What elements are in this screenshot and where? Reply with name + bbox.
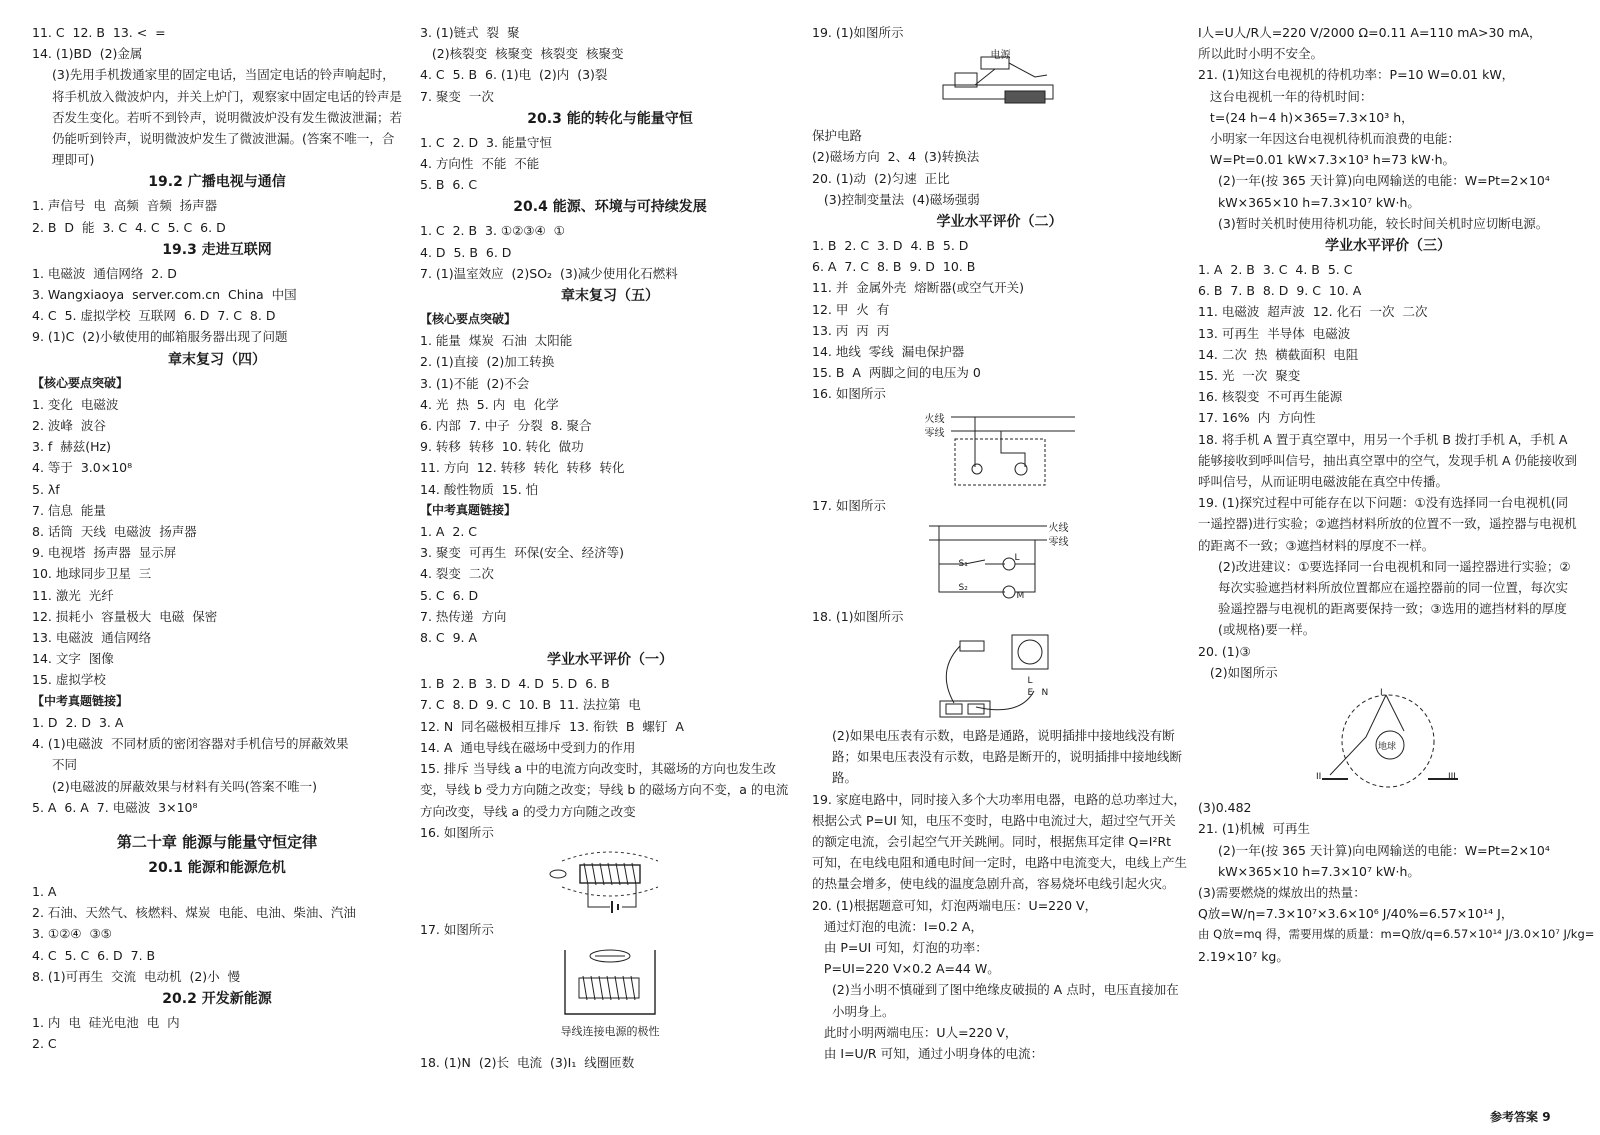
answer-line: 5. B 6. C (420, 177, 478, 193)
answer-line: 3. 聚变 可再生 环保(安全、经济等) (420, 545, 625, 561)
figure-label: 电源 (990, 50, 1011, 62)
answer-line: 2.19×10⁷ kg。 (1198, 948, 1289, 964)
answer-line: 4. C 5. C 6. D 7. B (32, 947, 156, 963)
answer-line: 13. 电磁波 通信网络 (32, 630, 152, 646)
chapter-title: 第二十章 能源与能量守恒定律 (116, 832, 318, 851)
section-heading: 学业水平评价（一） (547, 652, 673, 669)
answer-line: 11. 方向 12. 转移 转化 转移 转化 (420, 460, 625, 476)
section-heading: 学业水平评价（二） (936, 214, 1063, 231)
answer-paragraph: 18. 将手机 A 置于真空罩中，用另一个手机 B 拨打手机 A，手机 A 能够接收到呼叫信号，抽出真空罩中的空气，发现手机 A 仍能接收到呼叫信号，从而证明电磁波能在真空中传播。 (1198, 431, 1577, 490)
answer-line: 13. 可再生 半导体 电磁波 (1198, 325, 1351, 341)
answer-line: 2. 石油、天然气、核燃料、煤炭 电能、电油、柴油、汽油 (32, 905, 356, 921)
answer-line: 11. 激光 光纤 (32, 587, 114, 603)
section-heading: 学业水平评价（三） (1325, 238, 1451, 255)
section-heading: 20.2 开发新能源 (162, 990, 272, 1007)
terminal-n-label: N (1041, 688, 1049, 699)
subsection-label: 【核心要点突破】 (32, 375, 129, 390)
power-strip-figure (930, 631, 1070, 719)
switch-s1-label: S₁ (958, 558, 968, 569)
answer-line: 10. 地球同步卫星 三 (32, 566, 152, 582)
column-4 (1198, 22, 1595, 967)
answer-line: 1. C 2. B 3. ①②③④ ① (420, 223, 565, 239)
answer-paragraph: (2)改进建议：①要选择同一台电视机和同一遥控器进行实验；②每次实验遮挡材料所放位置都应在遥控器前的同一位置，每次实验遥控器与电视机的距离要保持一致；③选用的遮挡材料的厚度(或规格)要一样。 (1218, 558, 1571, 638)
answer-line: 15. B A 两脚之间的电压为 0 (812, 365, 981, 381)
answer-line: 7. 热传递 方向 (420, 608, 507, 624)
answer-line: 6. A 7. C 8. B 9. D 10. B (812, 259, 976, 275)
answer-line: 16. 如图所示 (812, 386, 886, 402)
answer-line: 19. (1)如图所示 (812, 25, 904, 40)
answer-line: 17. 如图所示 (812, 497, 886, 513)
answer-line: 14. A 通电导线在磁场中受到力的作用 (420, 739, 636, 755)
answer-line: 8. C 9. A (420, 630, 478, 646)
live-wire-label: 火线 (1048, 522, 1069, 534)
answer-line: 20. (1)动 (2)匀速 正比 (812, 170, 950, 186)
answer-line: 8. (1)可再生 交流 电动机 (2)小 慢 (32, 968, 241, 984)
answer-line: 1. C 2. D 3. 能量守恒 (420, 134, 552, 150)
answer-line: 3. (1)链式 裂 聚 (420, 25, 520, 40)
page-number: 9 (1542, 1110, 1551, 1124)
answer-line: 不同 (52, 757, 78, 773)
column-3 (812, 22, 1187, 1064)
answer-paragraph: (2)如果电压表有示数，电路是通路，说明插排中接地线没有断路；如果电压表没有示数，电路是断开的，说明插排中接地线断路。 (832, 728, 1183, 786)
answer-line: 所以此时小明不安全。 (1198, 46, 1324, 62)
answer-line: (3)0.482 (1198, 800, 1252, 816)
answer-line: 1. B 2. B 3. D 4. D 5. D 6. B (420, 676, 610, 692)
earth-label: 地球 (1378, 742, 1397, 753)
answer-line: 17. 16% 内 方向性 (1198, 410, 1316, 426)
answer-line: 3. f 赫兹(Hz) (32, 439, 111, 455)
answer-line: 3. ①②④ ③⑤ (32, 926, 112, 942)
answer-line: 14. 文字 图像 (32, 651, 114, 667)
answer-line: 3. (1)不能 (2)不会 (420, 375, 530, 391)
answer-line: 1. A 2. B 3. C 4. B 5. C (1198, 262, 1353, 278)
answer-line: 此时小明两端电压：U人=220 V， (812, 1024, 1018, 1040)
answer-line: 1. 电磁波 通信网络 2. D (32, 265, 177, 281)
neutral-wire-label: 零线 (924, 427, 945, 439)
answer-line: 2. C (32, 1036, 57, 1052)
answer-line: 17. 如图所示 (420, 921, 494, 937)
answer-line: 6. 内部 7. 中子 分裂 8. 聚合 (420, 418, 592, 434)
subsection-label: 【中考真题链接】 (420, 502, 517, 517)
answer-line: 3. Wangxiaoya server.com.cn China 中国 (32, 287, 297, 303)
answer-line: 4. 等于 3.0×10⁸ (32, 460, 133, 476)
subsection-label: 【核心要点突破】 (420, 312, 517, 327)
answer-line: 4. 裂变 二次 (420, 566, 494, 582)
orbit-label-i: I (1380, 688, 1383, 699)
motor-label: M (1016, 590, 1025, 601)
answer-line: 8. 话筒 天线 电磁波 扬声器 (32, 524, 197, 540)
answer-line: 通过灯泡的电流：I=0.2 A， (812, 918, 983, 934)
section-heading: 章末复习（四） (168, 351, 266, 368)
answer-line: (2)电磁波的屏蔽效果与材料有关吗(答案不唯一) (52, 778, 317, 794)
figure-caption: 导线连接电源的极性 (560, 1025, 660, 1039)
answer-line: 11. 电磁波 超声波 12. 化石 一次 二次 (1198, 304, 1428, 320)
answer-paragraph: (3)先用手机拨通家里的固定电话，当固定电话的铃声响起时，将手机放入微波炉内，并关上炉门，观察家中固定电话的铃声是否发生变化。若听不到铃声，说明微波炉没有发生微波泄漏；若仍能听到铃声，说明微波炉发生了微波泄漏。(答案不唯一，合理即可) (52, 67, 403, 168)
answer-line: 2. B D 能 3. C 4. C 5. C 6. D (32, 219, 226, 235)
answer-line: 18. (1)N (2)长 电流 (3)I₁ 线圈匝数 (420, 1055, 635, 1071)
answer-line: 4. C 5. B 6. (1)电 (2)内 (3)裂 (420, 67, 608, 83)
answer-line: 由 I=U/R 可知，通过小明身体的电流： (812, 1046, 1044, 1062)
answer-paragraph: (2)一年(按 365 天计算)向电网输送的电能：W=Pt=2×10⁴ kW×365×10 h=7.3×10⁷ kW·h。 (1218, 842, 1550, 879)
answer-line: 4. D 5. B 6. D (420, 244, 512, 260)
page-footer (1490, 1108, 1551, 1125)
answer-line: 12. N 同名磁极相互排斥 13. 衔铁 B 螺钉 A (420, 718, 684, 734)
answer-line: 9. 电视塔 扬声器 显示屏 (32, 545, 177, 561)
answer-line: (3)控制变量法 (4)磁场强弱 (812, 191, 980, 207)
answer-line: 15. 虚拟学校 (32, 672, 106, 688)
solenoid-figure (540, 847, 680, 913)
answer-line: 21. (1)机械 可再生 (1198, 821, 1311, 837)
section-heading: 20.4 能源、环境与可持续发展 (513, 199, 707, 216)
motor-apparatus-figure (935, 47, 1065, 119)
answer-line: (2)如图所示 (1198, 664, 1278, 680)
answer-line: 21. (1)知这台电视机的待机功率：P=10 W=0.01 kW， (1198, 67, 1515, 83)
answer-paragraph: 19. 家庭电路中，同时接入多个大功率用电器，电路的总功率过大，根据公式 P=UI 知，电压不变时，电路中电流过大，超过空气开关的额定电流，会引起空气开关跳闸。同时，根据焦耳定律 Q=I²Rt 可知，在电线电阻和通电时间一定时，电路中电流变大，电线上产生的热量会增多，使电线的温度急剧升高，容易烧坏电线引起火灾。 (812, 791, 1188, 892)
neutral-wire-label: 零线 (1048, 536, 1069, 548)
answer-line: 1. B 2. C 3. D 4. B 5. D (812, 238, 969, 254)
answer-line: 由 Q放=mq 得，需要用煤的质量：m=Q放/q=6.57×10¹⁴ J/3.0×10⁷ J/kg= (1198, 927, 1595, 942)
answer-line: 1. A (32, 883, 57, 899)
answer-line: 1. 变化 电磁波 (32, 396, 119, 412)
answer-line: 1. 内 电 硅光电池 电 内 (32, 1014, 180, 1030)
answer-line: P=UI=220 V×0.2 A=44 W。 (812, 961, 1000, 977)
answer-line: 16. 核裂变 不可再生能源 (1198, 389, 1343, 405)
circuit-figure-16 (925, 409, 1075, 489)
answer-line: 12. 甲 火 有 (812, 301, 890, 317)
answer-line: 14. (1)BD (2)金属 (32, 46, 143, 62)
column-1 (32, 22, 402, 1054)
answer-line: 11. C 12. B 13. < = (32, 25, 166, 40)
satellite-orbit-figure (1308, 687, 1468, 791)
answer-line: 1. 能量 煤炭 石油 太阳能 (420, 333, 573, 349)
answer-line: 20. (1)③ (1198, 643, 1251, 659)
answer-line: 5. C 6. D (420, 587, 479, 603)
answer-line: 4. 方向性 不能 不能 (420, 156, 540, 172)
answer-line: 2. 波峰 波谷 (32, 418, 106, 434)
answer-line: 18. (1)如图所示 (812, 608, 904, 624)
answer-line: 6. B 7. B 8. D 9. C 10. A (1198, 283, 1362, 299)
answer-line: 7. (1)温室效应 (2)SO₂ (3)减少使用化石燃料 (420, 265, 678, 281)
answer-line: (2)磁场方向 2、4 (3)转换法 (812, 149, 980, 165)
answer-line: 1. A 2. C (420, 524, 478, 540)
orbit-label-iii: III (1448, 772, 1456, 783)
answer-line: 11. 并 金属外壳 熔断器(或空气开关) (812, 280, 1025, 296)
section-heading: 19.3 走进互联网 (162, 241, 272, 258)
answer-line: 7. C 8. D 9. C 10. B 11. 法拉第 电 (420, 697, 641, 713)
section-heading: 20.1 能源和能源危机 (148, 859, 286, 876)
answer-line: 这台电视机一年的待机时间： (1198, 88, 1373, 104)
answer-line: 9. 转移 转移 10. 转化 做功 (420, 439, 584, 455)
section-heading: 20.3 能的转化与能量守恒 (527, 110, 693, 127)
terminal-l-label: L (1027, 676, 1033, 687)
section-heading: 19.2 广播电视与通信 (148, 174, 286, 191)
answer-paragraph: 19. (1)探究过程中可能存在以下问题：①没有选择同一台电视机(同一遥控器)进行实验；②遮挡材料所放的位置不一致，遥控器与电视机的距离不一致；③遮挡材料的厚度不一样。 (1198, 495, 1577, 553)
answer-line: 12. 损耗小 容量极大 电磁 保密 (32, 608, 218, 624)
answer-line: 7. 信息 能量 (32, 502, 106, 518)
answer-line: 1. 声信号 电 高频 音频 扬声器 (32, 198, 218, 214)
answer-paragraph: (2)一年(按 365 天计算)向电网输送的电能：W=Pt=2×10⁴ kW×365×10 h=7.3×10⁷ kW·h。 (1218, 173, 1550, 210)
answer-line: 2. (1)直接 (2)加工转换 (420, 354, 555, 370)
lamp-label: L (1014, 552, 1020, 563)
circuit-figure-17 (925, 520, 1075, 600)
answer-line: 15. 光 一次 聚变 (1198, 368, 1301, 384)
answer-line: 5. λf (32, 481, 60, 497)
answer-line: t=(24 h−4 h)×365=7.3×10³ h， (1198, 109, 1414, 125)
answer-line: (2)核裂变 核聚变 核裂变 核聚变 (420, 46, 624, 62)
answer-line: 5. A 6. A 7. 电磁波 3×10⁸ (32, 799, 198, 815)
switch-s2-label: S₂ (958, 582, 968, 593)
terminal-e-label: E (1027, 688, 1034, 699)
subsection-label: 【中考真题链接】 (32, 693, 129, 708)
answer-paragraph: (3)暂时关机时使用待机功能，较长时间关机时应切断电源。 (1218, 215, 1549, 231)
answer-line: (3)需要燃烧的煤放出的热量： (1198, 884, 1366, 900)
answer-line: 16. 如图所示 (420, 824, 494, 840)
answer-line: 14. 二次 热 横截面积 电阻 (1198, 346, 1359, 362)
orbit-label-ii: II (1316, 772, 1322, 783)
answer-line: 14. 地线 零线 漏电保护器 (812, 344, 965, 360)
footer-label: 参考答案 (1490, 1110, 1539, 1124)
answer-line: 20. (1)根据题意可知，灯泡两端电压：U=220 V， (812, 897, 1098, 913)
answer-line: W=Pt=0.01 kW×7.3×10³ h=73 kW·h。 (1198, 152, 1456, 168)
answer-line: 9. (1)C (2)小敏使用的邮箱服务器出现了问题 (32, 329, 288, 345)
column-2 (420, 22, 800, 1073)
answer-paragraph: (2)当小明不慎碰到了图中绝缘皮破损的 A 点时，电压直接加在小明身上。 (832, 982, 1179, 1019)
electromagnet-figure (555, 944, 665, 1018)
answer-line: 4. 光 热 5. 内 电 化学 (420, 396, 559, 412)
answer-line: 13. 丙 丙 丙 (812, 322, 890, 338)
answer-line: 保护电路 (812, 128, 863, 144)
answer-line: 由 P=UI 可知，灯泡的功率： (812, 940, 988, 956)
answer-line: Q放=W/η=7.3×10⁷×3.6×10⁶ J/40%=6.57×10¹⁴ J， (1198, 906, 1514, 922)
live-wire-label: 火线 (924, 413, 945, 425)
answer-line: 14. 酸性物质 15. 怕 (420, 481, 539, 497)
answer-line: I人=U人/R人=220 V/2000 Ω=0.11 A=110 mA>30 mA， (1198, 25, 1542, 40)
section-heading: 章末复习（五） (561, 288, 659, 305)
answer-line: 小明家一年因这台电视机待机而浪费的电能： (1198, 131, 1460, 147)
answer-paragraph: 15. 排斥 当导线 a 中的电流方向改变时，其磁场的方向也发生改变，导线 b 受力方向随之改变；导线 b 的磁场方向不变，a 的电流方向改变，导线 a 的受力方向随之改变 (420, 761, 789, 819)
answer-line: 4. C 5. 虚拟学校 互联网 6. D 7. C 8. D (32, 308, 276, 324)
answer-line: 4. (1)电磁波 不同材质的密闭容器对手机信号的屏蔽效果 (32, 736, 349, 752)
answer-line: 7. 聚变 一次 (420, 88, 494, 104)
answer-line: 1. D 2. D 3. A (32, 714, 124, 730)
